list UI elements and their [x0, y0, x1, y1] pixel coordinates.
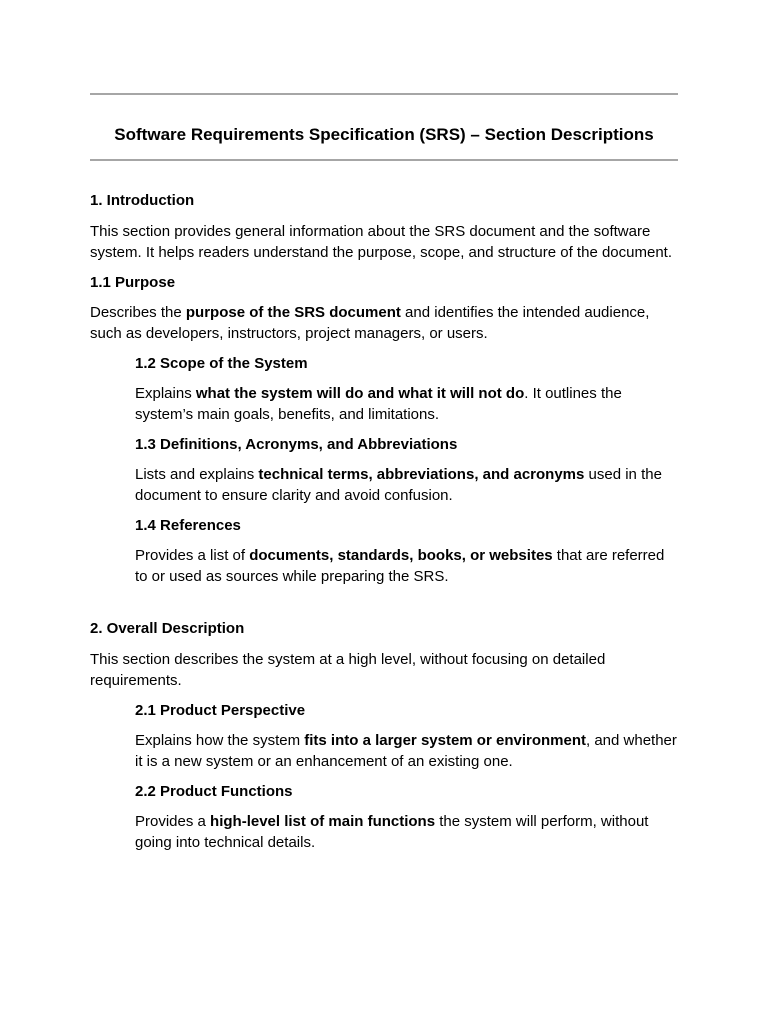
- section-2-1-heading: 2.1 Product Perspective: [135, 702, 306, 719]
- section-2-subsections: [90, 701, 678, 853]
- section-2-2-text-post: the system will perform, without going into technical details.: [135, 813, 649, 851]
- section-1-3-text: [135, 465, 678, 506]
- section-1-2-text-bold: what the system will do and what it will not do: [195, 385, 525, 402]
- section-2-heading: 2. Overall Description: [90, 620, 245, 637]
- title-bottom-rule: [90, 159, 678, 161]
- document-body: [90, 191, 678, 863]
- section-1-2-text-pre: Explains: [135, 385, 196, 402]
- section-2-text: This section describes the system at a high level, without focusing on detailed requirements.: [90, 651, 606, 689]
- section-spacer: [90, 597, 678, 619]
- section-1-1-heading: 1.1 Purpose: [90, 274, 176, 291]
- section-1-4-text-post: that are referred to or used as sources while preparing the SRS.: [135, 547, 665, 585]
- section-1-3-text-pre: Lists and explains: [135, 466, 259, 483]
- section-2-1-text-bold: fits into a larger system or environment: [304, 732, 586, 749]
- section-1-1-text: [90, 303, 678, 344]
- section-1-4-text-pre: Provides a list of: [135, 547, 250, 564]
- section-1-1-text-bold: purpose of the SRS document: [185, 304, 401, 321]
- document-title: Software Requirements Specification (SRS) – Section Descriptions: [114, 125, 654, 144]
- section-2-2-heading: 2.2 Product Functions: [135, 783, 293, 800]
- section-1-2-text: [135, 384, 678, 425]
- section-1-subsections: [90, 354, 678, 587]
- section-2-2-text-pre: Provides a: [135, 813, 211, 830]
- section-2-2-text-bold: high-level list of main functions: [210, 813, 436, 830]
- section-1-3-text-bold: technical terms, abbreviations, and acronyms: [258, 466, 585, 483]
- section-2-2-text: [135, 812, 678, 853]
- section-1-1-text-post: and identifies the intended audience, such as developers, instructors, project managers, or users.: [90, 304, 650, 342]
- title-top-rule: [90, 93, 678, 95]
- section-1-2-text-post: . It outlines the system’s main goals, benefits, and limitations.: [135, 385, 622, 423]
- section-1-1-text-pre: Describes the: [90, 304, 186, 321]
- section-1-text: This section provides general information about the SRS document and the software system. It helps readers understand the purpose, scope, and structure of the document.: [90, 223, 672, 261]
- section-1-heading: 1. Introduction: [90, 192, 195, 209]
- section-2-1-text-pre: Explains how the system: [135, 732, 305, 749]
- section-1-2-heading: 1.2 Scope of the System: [135, 355, 308, 372]
- section-1-4-text-bold: documents, standards, books, or websites: [249, 547, 553, 564]
- section-1-4-text: [135, 546, 678, 587]
- section-2-1-text-post: , and whether it is a new system or an enhancement of an existing one.: [135, 732, 677, 770]
- section-1-4-heading: 1.4 References: [135, 517, 241, 534]
- section-2-1-text: [135, 731, 678, 772]
- section-1-3-text-post: used in the document to ensure clarity and avoid confusion.: [135, 466, 662, 504]
- section-1-3-heading: 1.3 Definitions, Acronyms, and Abbreviations: [135, 436, 458, 453]
